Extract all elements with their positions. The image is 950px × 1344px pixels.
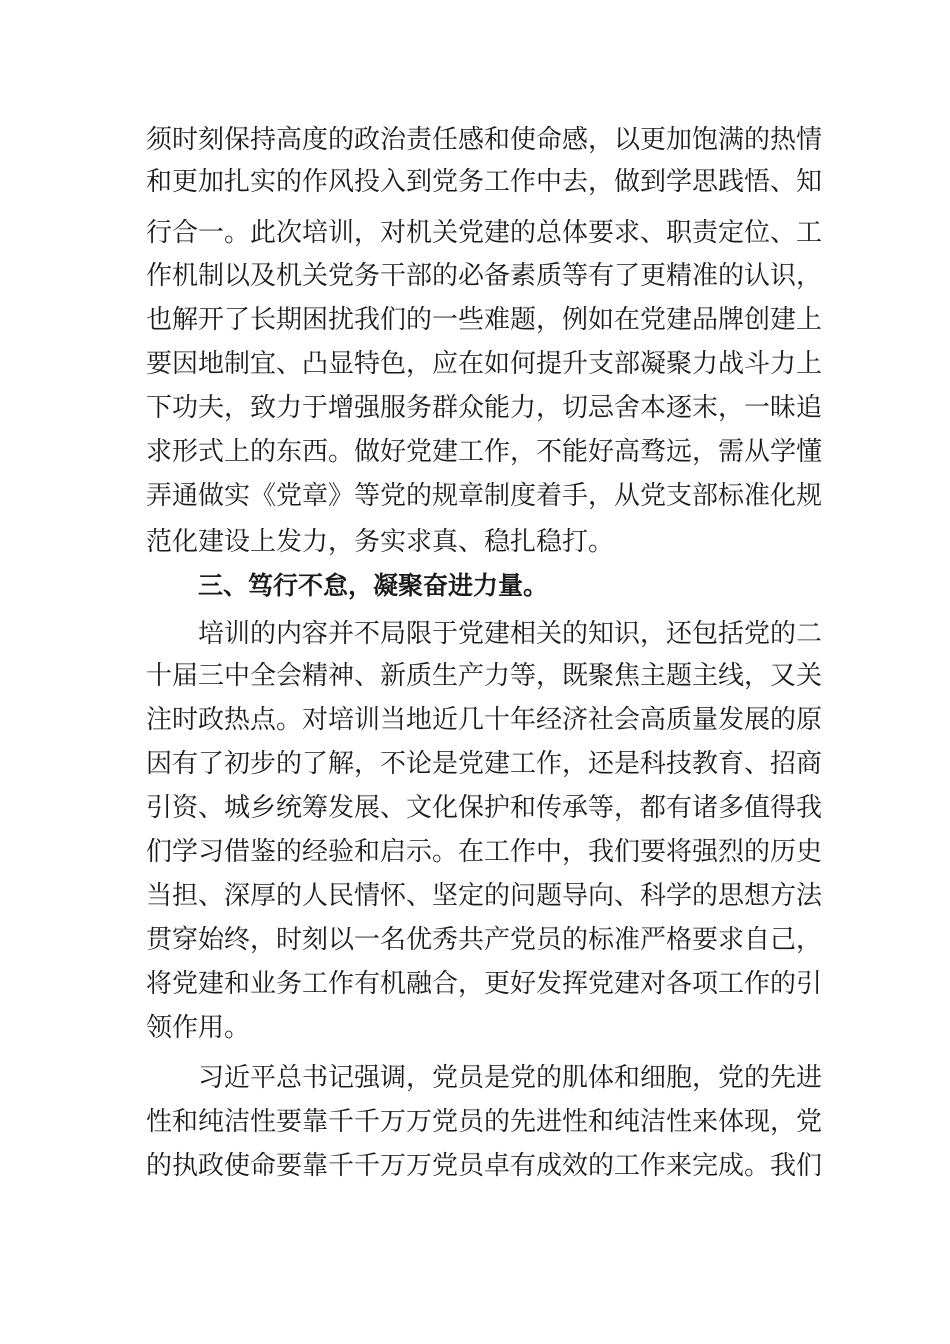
text-line: 们学习借鉴的经验和启示。在工作中，我们要将强烈的历史 xyxy=(146,837,823,867)
text-line: 也解开了长期困扰我们的一些难题，例如在党建品牌创建上 xyxy=(146,305,823,335)
text-line: 习近平总书记强调，党员是党的肌体和细胞，党的先进 xyxy=(198,1063,823,1093)
text-line: 行合一。此次培训，对机关党建的总体要求、职责定位、工 xyxy=(146,218,823,248)
text-line: 引资、城乡统筹发展、文化保护和传承等，都有诸多值得我 xyxy=(146,793,823,823)
text-line: 和更加扎实的作风投入到党务工作中去，做到学思践悟、知 xyxy=(146,167,823,197)
text-line: 下功夫，致力于增强服务群众能力，切忌舍本逐末，一昧追 xyxy=(146,393,823,423)
text-line: 要因地制宜、凸显特色，应在如何提升支部凝聚力战斗力上 xyxy=(146,349,823,379)
text-line: 当担、深厚的人民情怀、坚定的问题导向、科学的思想方法 xyxy=(146,881,823,911)
text-line: 性和纯洁性要靠千千万万党员的先进性和纯洁性来体现，党 xyxy=(146,1107,823,1137)
text-line: 领作用。 xyxy=(146,1013,251,1043)
text-line: 因有了初步的了解，不论是党建工作，还是科技教育、招商 xyxy=(146,749,823,779)
text-line: 十届三中全会精神、新质生产力等，既聚焦主题主线，又关 xyxy=(146,661,823,691)
text-line: 须时刻保持高度的政治责任感和使命感，以更加饱满的热情 xyxy=(146,125,823,155)
text-line: 求形式上的东西。做好党建工作，不能好高骛远，需从学懂 xyxy=(146,437,823,467)
section-heading: 三、笃行不怠，凝聚奋进力量。 xyxy=(198,571,549,600)
text-line: 培训的内容并不局限于党建相关的知识，还包括党的二 xyxy=(198,619,823,649)
text-line: 弄通做实《党章》等党的规章制度着手，从党支部标准化规 xyxy=(146,481,823,511)
text-line: 的执政使命要靠千千万万党员卓有成效的工作来完成。我们 xyxy=(146,1151,823,1181)
text-line: 范化建设上发力，务实求真、稳扎稳打。 xyxy=(146,527,615,557)
text-line: 作机制以及机关党务干部的必备素质等有了更精准的认识， xyxy=(146,261,823,291)
text-line: 注时政热点。对培训当地近几十年经济社会高质量发展的原 xyxy=(146,705,823,735)
text-line: 将党建和业务工作有机融合，更好发挥党建对各项工作的引 xyxy=(146,969,823,999)
text-line: 贯穿始终，时刻以一名优秀共产党员的标准严格要求自己， xyxy=(146,925,823,955)
